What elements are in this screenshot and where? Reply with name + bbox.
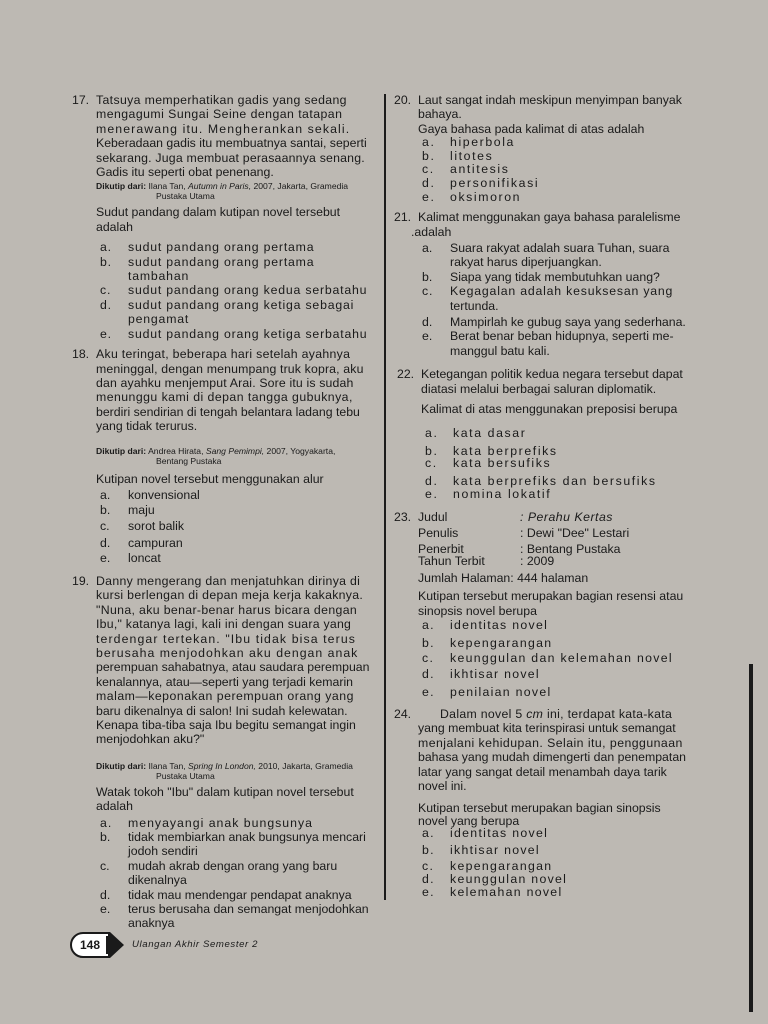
options: [421, 427, 703, 499]
option-text: jodoh sendiri: [128, 844, 198, 859]
option-text: identitas novel: [450, 825, 549, 840]
question-21: [394, 210, 700, 358]
option-text: keunggulan dan kelemahan novel: [450, 651, 673, 666]
citation-title: Sang Pemimpi,: [205, 445, 265, 456]
passage-line: Keberadaan gadis itu membuatnya santai, seperti: [96, 136, 367, 151]
question-number: 19.: [72, 573, 90, 588]
option-text: kelemahan novel: [450, 884, 563, 899]
option-text: tidak mau mendengar pendapat anaknya: [128, 887, 352, 902]
option-text: sudut pandang orang ketiga sebagai: [128, 297, 355, 312]
option-letter: a.: [422, 618, 435, 633]
passage-line: yang tidak terurus.: [96, 419, 198, 434]
option-text: tidak membiarkan anak bungsunya mencari: [128, 830, 366, 845]
page-count: Jumlah Halaman: 444 halaman: [418, 570, 589, 585]
option-letter: c.: [422, 284, 434, 299]
option-letter: e.: [100, 550, 111, 565]
option-d[interactable]: [418, 315, 700, 329]
citation: [96, 761, 374, 781]
option-letter: e.: [422, 329, 433, 344]
meta-value: : Perahu Kertas: [520, 509, 613, 524]
passage-line: kursi berlengan di depan meja kerja kakaknya.: [96, 588, 364, 603]
option-letter: c.: [422, 651, 435, 666]
option-a[interactable]: [96, 488, 374, 504]
option-text: dikenalnya: [128, 873, 187, 888]
option-text: campuran: [128, 536, 183, 551]
option-d[interactable]: [96, 536, 374, 552]
question-line: adalah: [96, 799, 133, 814]
page-number-badge: 148: [70, 932, 110, 958]
options: [418, 241, 700, 358]
citation-publisher: 2007, Jakarta, Gramedia: [253, 181, 349, 192]
passage-text: ini, terdapat kata-kata: [546, 707, 673, 722]
option-letter: d.: [100, 887, 111, 902]
passage-line: dan ayahku menjemput Arai. Sore itu is sudah: [96, 375, 354, 390]
option-text: nomina lokatif: [453, 486, 552, 501]
option-text: kata berprefiks: [453, 443, 558, 458]
passage: [96, 574, 374, 747]
author-row: [418, 526, 700, 540]
question-line: Watak tokoh "Ibu" dalam kutipan novel tersebut: [96, 784, 354, 799]
options: [96, 488, 374, 564]
left-column: [72, 93, 374, 931]
question-20: [394, 93, 700, 204]
option-letter: d.: [422, 315, 433, 330]
passage-line: Ketegangan politik kedua negara tersebut dapat: [421, 367, 683, 382]
passage-line: menunggu kami di depan tangga gubuknya,: [96, 390, 353, 405]
option-letter: b.: [425, 443, 439, 458]
option-text: Berat benar beban hidupnya, seperti me-: [450, 329, 674, 344]
question-19: [72, 574, 374, 931]
option-text: maju: [128, 503, 155, 518]
question-number: 22.: [397, 367, 415, 382]
passage-line: "Nuna, aku benar-benar harus bicara dengan: [96, 602, 358, 617]
passage: [96, 93, 374, 179]
option-text: Suara rakyat adalah suara Tuhan, suara: [450, 241, 670, 255]
year-row: [418, 554, 700, 568]
citation-label: Dikutip dari:: [96, 445, 147, 456]
option-d[interactable]: [418, 667, 700, 683]
option-c[interactable]: [418, 651, 700, 667]
option-a[interactable]: [96, 816, 374, 830]
option-text: kepengarangan: [450, 635, 553, 650]
option-b[interactable]: [418, 150, 700, 164]
option-letter: b.: [422, 269, 433, 284]
question-number: 18.: [72, 347, 90, 362]
option-letter: d.: [422, 872, 435, 887]
option-e[interactable]: [421, 486, 703, 501]
citation-line-2: Pustaka Utama: [156, 770, 215, 781]
option-b[interactable]: [418, 844, 700, 857]
option-text: manggul batu kali.: [450, 343, 550, 358]
option-text: Siapa yang tidak membutuhkan uang?: [450, 269, 660, 284]
passage-line: berdiri sendirian di tengah belantara ladang tebu: [96, 404, 360, 419]
citation-label: Dikutip dari:: [96, 181, 147, 192]
passage-line: Gadis itu seperti obat penenang.: [96, 165, 274, 180]
option-e[interactable]: [418, 884, 700, 899]
meta-key: Penulis: [418, 526, 459, 541]
option-text: kepengarangan: [450, 858, 553, 873]
passage-line: novel ini.: [418, 779, 467, 794]
passage-line: Danny mengerang dan menjatuhkan dirinya di: [96, 573, 361, 588]
option-a[interactable]: [421, 427, 703, 440]
meta-key: Tahun Terbit: [418, 554, 485, 569]
question-line: novel yang berupa: [418, 813, 520, 828]
option-letter: e.: [422, 884, 435, 899]
option-e[interactable]: [418, 685, 700, 701]
option-text: sorot balik: [128, 518, 185, 533]
option-text: sudut pandang orang pertama: [128, 240, 315, 255]
option-letter: e.: [425, 486, 439, 501]
option-text: penilaian novel: [450, 685, 552, 700]
option-letter: b.: [422, 148, 436, 163]
option-e[interactable]: [96, 552, 374, 564]
option-e[interactable]: [418, 191, 700, 205]
option-text: terus berusaha dan semangat menjodohkan: [128, 902, 369, 917]
passage-line: meninggal, dengan menumpang truk kopra, aku: [96, 361, 364, 376]
option-letter: c.: [100, 283, 112, 298]
option-a[interactable]: [418, 618, 700, 634]
passage-line: mengagumi Sungai Seine dengan tatapan: [96, 107, 343, 122]
passage-line: menjodohkan aku?": [96, 732, 205, 747]
option-letter: e.: [100, 902, 111, 917]
meta-key: Penerbit: [418, 542, 464, 557]
option-text: rakyat harus diperjuangkan.: [450, 255, 602, 270]
option-letter: a.: [100, 487, 111, 502]
option-text: pengamat: [128, 312, 190, 327]
option-text: mudah akrab dengan orang yang baru: [128, 858, 338, 873]
options: [418, 136, 700, 204]
option-text: tertunda.: [450, 298, 499, 313]
option-a[interactable]: [418, 136, 700, 150]
citation-author: Andrea Hirata,: [148, 445, 204, 456]
option-letter: e.: [422, 685, 435, 700]
passage-line: Kenapa tiba-tiba saja Ibu begitu semangat ingin: [96, 718, 356, 732]
passage-line: Aku teringat, beberapa hari setelah ayahnya: [96, 347, 351, 362]
passage-first-line: [418, 707, 700, 721]
options: [96, 240, 374, 341]
question-line: Kalimat menggunakan gaya bahasa paralelisme: [418, 210, 681, 225]
passage-line: bahasa yang mudah dimengerti dan penempatan: [418, 750, 686, 765]
question-24: [394, 707, 700, 897]
option-d[interactable]: [96, 298, 374, 327]
page-footer: [70, 932, 390, 958]
passage-line: kenalannya, atau—seperti yang terjadi kemarin: [96, 674, 354, 689]
options: [418, 618, 700, 701]
option-letter: a.: [100, 240, 112, 255]
question-text: [96, 785, 374, 814]
option-text: sudut pandang orang pertama tambahan: [128, 254, 315, 284]
question-line: Kutipan tersebut merupakan bagian sinopsis: [418, 801, 661, 816]
option-text: hiperbola: [450, 135, 515, 150]
option-text: kata bersufiks: [453, 456, 552, 471]
question-line: Kutipan tersebut merupakan bagian resensi atau: [418, 589, 684, 604]
question-line: adalah: [96, 219, 133, 234]
option-letter: a.: [422, 241, 433, 255]
option-d[interactable]: [418, 177, 700, 191]
option-text: loncat: [128, 550, 161, 565]
question-line: Sudut pandang dalam kutipan novel tersebut: [96, 205, 341, 220]
citation-author: Ilana Tan,: [148, 760, 186, 771]
option-c[interactable]: [96, 859, 374, 888]
meta-value: : Bentang Pustaka: [520, 542, 621, 557]
passage-line: latar yang sangat detail menambah daya tarik: [418, 764, 667, 779]
option-e[interactable]: [96, 902, 374, 931]
edge-bar: [749, 664, 753, 1012]
passage-line: berusaha menjodohkan aku dengan anak: [96, 645, 359, 660]
option-text: Mampirlah ke gubug saya yang sederhana.: [450, 315, 686, 330]
option-letter: a.: [100, 815, 113, 830]
question-18: [72, 347, 374, 564]
option-text: sudut pandang orang kedua serbatahu: [128, 283, 368, 298]
citation-line-2: Pustaka Utama: [156, 191, 215, 202]
option-letter: b.: [422, 635, 435, 650]
option-letter: c.: [425, 456, 438, 471]
option-letter: c.: [100, 518, 110, 533]
option-b[interactable]: [96, 503, 374, 519]
meta-key: Judul: [418, 509, 448, 524]
option-text: menyayangi anak bungsunya: [128, 815, 313, 830]
option-text: oksimoron: [450, 189, 522, 204]
passage-line: Tatsuya memperhatikan gadis yang sedang: [96, 93, 347, 107]
citation-author: Ilana Tan,: [148, 181, 186, 192]
option-letter: d.: [422, 666, 435, 681]
citation-title: Autumn in Paris,: [188, 181, 252, 192]
option-c[interactable]: [96, 519, 374, 535]
passage-line: yang membuat kita terinspirasi untuk semangat: [418, 721, 676, 736]
citation-publisher: 2010, Jakarta, Gramedia: [258, 760, 353, 771]
option-letter: a.: [425, 426, 439, 441]
option-e[interactable]: [418, 329, 700, 358]
passage-line: malam—keponakan perempuan orang yang: [96, 689, 354, 704]
option-b[interactable]: [418, 636, 700, 652]
option-letter: a.: [422, 135, 436, 150]
question-number: 23.: [394, 509, 412, 524]
option-c[interactable]: [96, 283, 374, 297]
option-letter: d.: [425, 474, 439, 489]
option-c[interactable]: [421, 458, 703, 469]
passage: [96, 347, 374, 433]
option-a[interactable]: [418, 827, 700, 840]
option-text: kata dasar: [453, 426, 527, 441]
option-text: konvensional: [128, 487, 200, 502]
footer-title: Ulangan Akhir Semester 2: [132, 939, 259, 950]
column-divider: [384, 94, 386, 900]
meta-value: : 2009: [520, 554, 555, 569]
question-line: Kalimat di atas menggunakan preposisi berupa: [421, 402, 678, 417]
option-text: ikhtisar novel: [450, 666, 540, 681]
passage-line: menerawang itu. Mengherankan sekali.: [96, 121, 351, 136]
question-text: [96, 472, 374, 486]
option-c[interactable]: [418, 284, 700, 313]
option-text: keunggulan novel: [450, 872, 568, 887]
option-letter: e.: [422, 189, 436, 204]
option-text: Kegagalan adalah kesuksesan yang: [450, 284, 674, 299]
option-letter: b.: [422, 843, 435, 858]
option-letter: a.: [422, 825, 435, 840]
citation-title: Spring In London,: [188, 760, 256, 771]
option-a[interactable]: [96, 240, 374, 254]
citation-line-2: Bentang Pustaka: [156, 455, 222, 466]
option-letter: b.: [100, 254, 112, 269]
option-letter: c.: [422, 858, 435, 873]
passage-line: Laut sangat indah meskipun menyimpan banyak: [418, 93, 682, 107]
question-line: Kutipan novel tersebut menggunakan alur: [96, 471, 324, 486]
options: [418, 827, 700, 898]
passage-line: baru dikenalnya di salon! Ini sudah kelewatan.: [96, 703, 348, 718]
passage-line: Ibu," katanya lagi, kali ini dengan suara yang: [96, 617, 352, 632]
question-number: 20.: [394, 93, 412, 107]
question-17: [72, 93, 374, 341]
book-title-row: [418, 510, 700, 524]
question-number: 17.: [72, 93, 90, 107]
question-23: [394, 510, 700, 701]
citation-publisher: 2007, Yogyakarta,: [266, 445, 336, 456]
option-text: identitas novel: [450, 618, 549, 633]
option-letter: b.: [100, 830, 111, 845]
option-b[interactable]: [418, 270, 700, 284]
option-e[interactable]: [96, 327, 374, 341]
option-letter: e.: [100, 326, 112, 341]
option-text: personifikasi: [450, 176, 540, 190]
option-text: litotes: [450, 148, 494, 163]
passage-unit: cm: [526, 707, 544, 722]
question-line: .adalah: [411, 224, 452, 239]
passage-line: menjalani kehidupan. Selain itu, penggunaan: [418, 735, 683, 750]
option-text: antitesis: [450, 162, 510, 177]
page-badge-arrow-icon: [110, 932, 124, 958]
option-letter: d.: [100, 297, 112, 312]
option-letter: c.: [422, 162, 435, 177]
passage-line: bahaya.: [418, 107, 462, 122]
question-22: [397, 367, 703, 499]
option-letter: d.: [100, 536, 111, 551]
citation-label: Dikutip dari:: [96, 760, 147, 771]
option-b[interactable]: [96, 830, 374, 859]
option-a[interactable]: [418, 241, 700, 270]
option-b[interactable]: [96, 255, 374, 284]
option-text: ikhtisar novel: [450, 843, 540, 858]
question-number: 24.: [394, 707, 412, 722]
option-text: kata berprefiks dan bersufiks: [453, 474, 657, 489]
option-letter: c.: [100, 858, 110, 873]
question-text: [96, 205, 374, 234]
option-text: sudut pandang orang ketiga serbatahu: [128, 326, 368, 341]
right-column: [394, 93, 700, 898]
passage-line: sekarang. Juga membuat perasaannya senang.: [96, 150, 365, 165]
option-c[interactable]: [418, 163, 700, 177]
citation: [96, 181, 374, 201]
passage-line: perempuan sahabatnya, atau saudara perempuan: [96, 660, 370, 675]
option-text: anaknya: [128, 916, 175, 931]
option-letter: b.: [100, 503, 111, 518]
citation: [96, 446, 374, 466]
option-d[interactable]: [96, 888, 374, 902]
question-line: Gaya bahasa pada kalimat di atas adalah: [418, 121, 645, 136]
options: [96, 816, 374, 931]
passage-text: Dalam novel 5: [440, 707, 523, 722]
question-line: sinopsis novel berupa: [418, 603, 537, 618]
question-number: 21.: [394, 210, 412, 225]
option-c[interactable]: [418, 860, 700, 873]
meta-value: : Dewi "Dee" Lestari: [520, 526, 630, 541]
publisher-row: [418, 542, 700, 557]
passage-line: terdengar tertekan. "Ibu tidak bisa terus: [96, 631, 357, 646]
passage-line: diatasi melalui berbagai saluran diplomatik.: [421, 381, 657, 396]
option-letter: d.: [422, 176, 436, 190]
